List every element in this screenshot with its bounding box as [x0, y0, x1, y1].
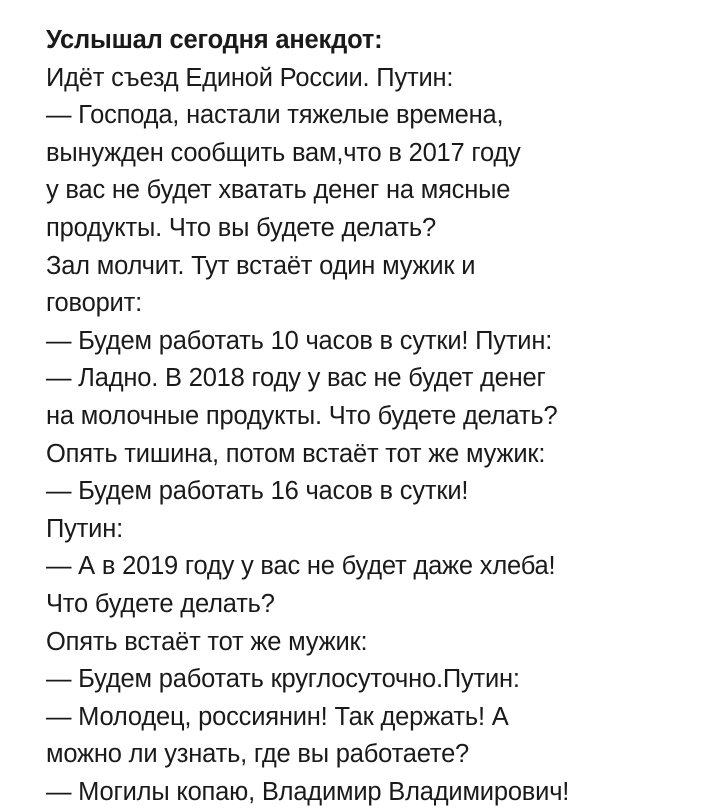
text-line: — Могилы копаю, Владимир Владимирович!: [46, 777, 570, 806]
text-line: Опять тишина, потом встаёт тот же мужик:: [46, 439, 546, 468]
text-line: — Будем работать 16 часов в сутки!: [46, 477, 469, 506]
text-line: Опять встаёт тот же мужик:: [46, 627, 368, 656]
text-line: Что будете делать?: [46, 589, 275, 618]
text-line: — А в 2019 году у вас не будет даже хлеба!: [46, 552, 556, 581]
text-line: вынужден сообщить вам,что в 2017 году: [46, 138, 521, 167]
text-line: Идёт съезд Единой России. Путин:: [46, 63, 454, 92]
text-line: Зал молчит. Тут встаёт один мужик и: [46, 251, 476, 280]
text-line: говорит:: [46, 289, 142, 318]
text-line: на молочные продукты. Что будете делать?: [46, 401, 558, 430]
text-line: можно ли узнать, где вы работаете?: [46, 740, 470, 769]
text-line: — Будем работать 10 часов в сутки! Путин:: [46, 326, 553, 355]
text-line: Путин:: [46, 514, 123, 543]
text-line: — Ладно. В 2018 году у вас не будет денег: [46, 364, 546, 393]
text-line: — Молодец, россиянин! Так держать! А: [46, 702, 509, 731]
post-heading: Услышал сегодня анекдот:: [46, 26, 383, 54]
text-line: продукты. Что вы будете делать?: [46, 213, 436, 242]
text-line: у вас не будет хватать денег на мясные: [46, 176, 511, 205]
text-line: — Господа, настали тяжелые времена,: [46, 101, 504, 130]
text-line: — Будем работать круглосуточно.Путин:: [46, 665, 520, 694]
joke-post: [46, 22, 706, 811]
